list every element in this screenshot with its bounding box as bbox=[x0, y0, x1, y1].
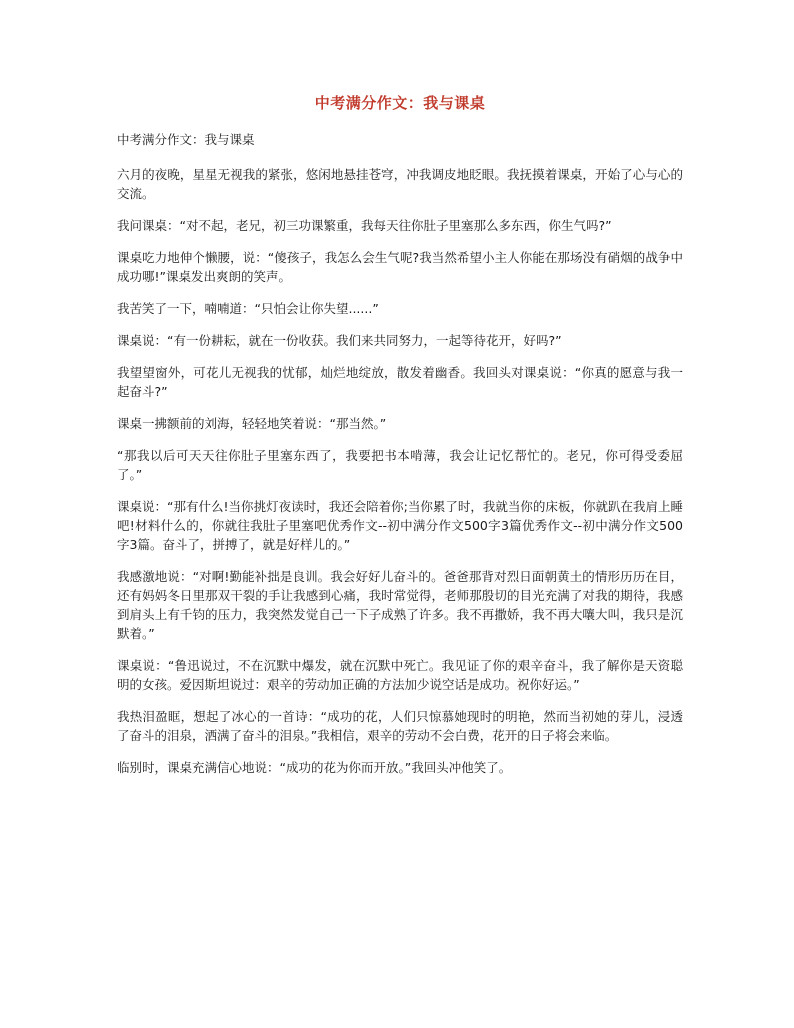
paragraph-12: 我热泪盈眶，想起了冰心的一首诗：“成功的花，人们只惊慕她现时的明艳，然而当初她的芽儿，浸透了奋斗的泪泉，洒满了奋斗的泪泉。”我相信，艰辛的劳动不会白费，花开的日子将会来临。 bbox=[117, 709, 683, 743]
paragraph-6: 我望望窗外，可花儿无视我的忧郁，灿烂地绽放，散发着幽香。我回头对课桌说：“你真的愿意与我一起奋斗?” bbox=[117, 365, 683, 399]
paragraph-8: “那我以后可天天往你肚子里塞东西了，我要把书本啃薄，我会让记忆帮忙的。老兄，你可得受委屈了。” bbox=[117, 448, 683, 482]
paragraph-9: 课桌说：“那有什么!当你挑灯夜读时，我还会陪着你;当你累了时，我就当你的床板，你就趴在我肩上睡吧!材料什么的，你就往我肚子里塞吧优秀作文--初中满分作文500字3篇优秀作文--初中满分作文500字3篇。奋斗了，拼搏了，就是好样儿的。” bbox=[117, 499, 683, 552]
paragraph-11: 课桌说：“鲁迅说过，不在沉默中爆发，就在沉默中死亡。我见证了你的艰辛奋斗，我了解你是天资聪明的女孩。爱因斯坦说过：艰辛的劳动加正确的方法加少说空话是成功。祝你好运。” bbox=[117, 658, 683, 692]
paragraph-5: 课桌说：“有一份耕耘，就在一份收获。我们来共同努力，一起等待花开，好吗?” bbox=[117, 333, 562, 348]
paragraph-1: 六月的夜晚，星星无视我的紧张，悠闲地悬挂苍穹，冲我调皮地眨眼。我抚摸着课桌，开始了心与心的交流。 bbox=[117, 167, 683, 201]
paragraph-4: 我苦笑了一下，喃喃道：“只怕会让你失望......” bbox=[117, 301, 379, 316]
paragraph-7: 课桌一拂额前的刘海，轻轻地笑着说：“那当然。” bbox=[117, 416, 387, 431]
document-page bbox=[117, 92, 683, 790]
paragraph-10: 我感激地说：“对啊!勤能补拙是良训。我会好好儿奋斗的。爸爸那背对烈日面朝黄土的情形历历在目，还有妈妈冬日里那双干裂的手让我感到心痛，我时常觉得，老师那殷切的目光充满了对我的期待，我感到肩头上有千钧的压力，我突然发觉自己一下子成熟了许多。我不再撒娇，我不再大嚷大叫，我只是沉默着。” bbox=[117, 569, 683, 641]
paragraph-2: 我问课桌：“对不起，老兄，初三功课繁重，我每天往你肚子里塞那么多东西，你生气吗?” bbox=[117, 218, 612, 233]
document-subtitle: 中考满分作文：我与课桌 bbox=[117, 132, 255, 147]
paragraph-13: 临别时，课桌充满信心地说：“成功的花为你而开放。”我回头冲他笑了。 bbox=[117, 760, 512, 775]
document-title: 中考满分作文：我与课桌 bbox=[314, 94, 486, 112]
paragraph-3: 课桌吃力地伸个懒腰，说：“傻孩子，我怎么会生气呢?我当然希望小主人你能在那场没有硝烟的战争中成功哪!”课桌发出爽朗的笑声。 bbox=[117, 250, 683, 284]
